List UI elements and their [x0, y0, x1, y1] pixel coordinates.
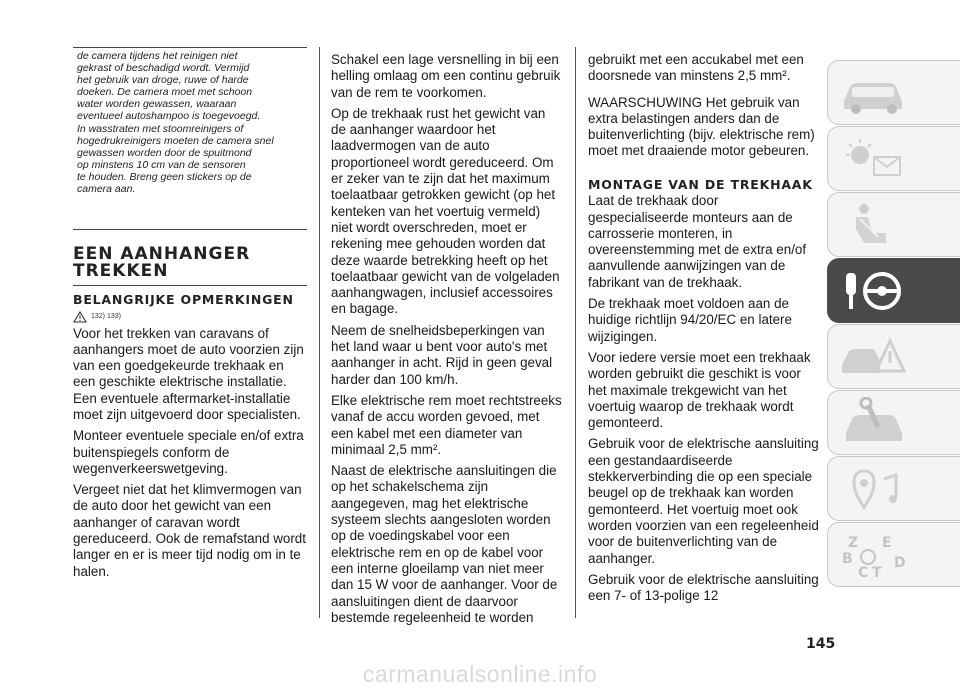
paragraph: Neem de snelheidsbeperkingen van het land waar u bent voor auto's met aanhanger in acht. Rijd in geen geval harder dan 100 km/h. — [331, 322, 553, 387]
column-divider — [319, 47, 320, 618]
note-box — [73, 47, 307, 230]
warning-paragraph: WAARSCHUWING Het gebruik van extra belastingen anders dan de buitenverlichting (bijv. elektrische rem) moet met draaiende motor gebeuren. — [588, 94, 815, 159]
dashboard-lights-icon — [838, 133, 910, 185]
index-letter: T — [872, 565, 882, 581]
paragraph: Gebruik voor de elektrische aansluiting een gestandaardiseerde stekkerverbinding die op een speciale beugel op de trekhaak kan worden gemonteerd. Het voertuig moet ook worden voorzien van een regeleenheid voor de buitenverlichting van de aanhanger. — [588, 436, 819, 566]
wrench-car-icon — [838, 397, 910, 449]
note-text — [77, 50, 307, 195]
paragraph: gebruikt met een accukabel met een doorsnede van minstens 2,5 mm². — [588, 52, 804, 84]
watermark: carmanualsonline.info — [362, 661, 598, 687]
paragraph: De trekhaak moet voldoen aan de huidige richtlijn 94/20/EC en latere wijzigingen. — [588, 296, 792, 344]
paragraph: Gebruik voor de elektrische aansluiting een 7- of 13-polige 12 — [588, 571, 819, 604]
tab-key-steering-wheel[interactable] — [827, 258, 960, 323]
paragraph: Voor het trekken van caravans of aanhangers moet de auto voorzien zijn van een goedgekeurde trekhaak en een geschikte elektrische installatie. Een eventuele aftermarket-installatie moet zijn uitgevoerd door specialisten. — [73, 325, 304, 422]
note-line: camera aan. — [77, 183, 136, 196]
tab-wrench-car[interactable] — [827, 390, 960, 455]
note-line: op minstens 10 cm van de sensoren — [77, 158, 246, 171]
paragraph: Voor iedere versie moet een trekhaak worden gebruikt die geschikt is voor het maximale trekgewicht van het voertuig waarop de trekhaak wordt gemonteerd. — [588, 349, 811, 431]
key-steering-wheel-icon — [838, 265, 910, 317]
column-2 — [331, 52, 563, 631]
note-line: doeken. De camera moet met schoon — [77, 86, 253, 99]
index-letter: D — [894, 555, 906, 571]
tab-seat-airbag[interactable] — [827, 192, 960, 257]
tab-dashboard-lights[interactable] — [827, 126, 960, 191]
tab-warning-triangle-car[interactable] — [827, 324, 960, 389]
seat-airbag-icon — [838, 199, 910, 251]
warning-refs-row — [73, 311, 307, 323]
note-line: gewassen worden door de spuitmond — [77, 146, 252, 159]
warning-refs: 132) 133) — [91, 313, 121, 320]
index-letter: B — [842, 551, 853, 567]
note-line: eventueel autoshampoo is toegevoegd. — [77, 110, 261, 123]
index-letter: C — [858, 565, 869, 581]
warning-icon — [73, 311, 87, 323]
tab-index[interactable] — [827, 522, 960, 587]
note-line: In wasstraten met stoomreinigers of — [77, 122, 244, 135]
tab-car[interactable] — [827, 60, 960, 125]
section-rule — [73, 285, 307, 286]
section-title: EEN AANHANGER TREKKEN — [73, 244, 251, 281]
index-letter: E — [882, 535, 892, 551]
subsection-title: BELANGRIJKE OPMERKINGEN — [73, 292, 294, 307]
note-line: hogedrukreinigers moeten de camera snel — [77, 134, 274, 147]
column-3 — [588, 52, 820, 609]
paragraph: Vergeet niet dat het klimvermogen van de auto door het gewicht van een aanhanger of caravan wordt gereduceerd. Ook de remafstand wordt langer en er is meer tijd nodig om in te halen. — [73, 482, 306, 579]
tab-multimedia[interactable] — [827, 456, 960, 521]
note-line: gekrast of beschadigd wordt. Vermijd — [77, 62, 250, 75]
note-line: te houden. Breng geen stickers op de — [77, 170, 252, 183]
column-divider — [575, 47, 576, 618]
note-line: water worden gewassen, waaraan — [77, 98, 237, 111]
car-icon — [838, 67, 910, 119]
index-letters-icon — [838, 529, 910, 581]
paragraph: Monteer eventuele speciale en/of extra buitenspiegels conform de wegenverkeerswetgeving. — [73, 428, 304, 476]
paragraph: Schakel een lage versnelling in bij een helling omlaag om een continu gebruik van de rem te voorkomen. — [331, 52, 561, 100]
index-letter: Z — [848, 535, 859, 551]
note-line: de camera tijdens het reinigen niet — [77, 50, 238, 62]
warning-triangle-car-icon — [838, 331, 910, 383]
subsection-title: MONTAGE VAN DE TREKHAAK — [588, 176, 813, 192]
page-number: 145 — [806, 636, 836, 652]
note-line: het gebruik van droge, ruwe of harde — [77, 74, 249, 87]
column-1 — [73, 293, 307, 585]
multimedia-icon — [838, 463, 910, 515]
paragraph: Naast de elektrische aansluitingen die op het schakelschema zijn aangegeven, mag het elektrische systeem slechts aangesloten worden op de voedingskabel voor een elektrische rem en op de kabel voor een interne gloeilamp van niet meer dan 15 W voor de aanhanger. Voor de aansluitingen dient de daarvoor bestemde regeleenheid te worden — [331, 463, 558, 625]
paragraph: Elke elektrische rem moet rechtstreeks vanaf de accu worden gevoed, met een kabel met een diameter van minimaal 2,5 mm². — [331, 392, 562, 457]
paragraph: Laat de trekhaak door gespecialiseerde monteurs aan de carrosserie monteren, in overeenstemming met de extra en/of aanvullende aanwijzingen van de fabrikant van de trekhaak. — [588, 193, 807, 290]
paragraph: Op de trekhaak rust het gewicht van de aanhanger waardoor het laadvermogen van de auto proportioneel wordt gereduceerd. Om er zeker van te zijn dat het maximum toelaatbaar getrokken gewicht (op het kenteken van het voertuig vermeld) niet wordt overschreden, moet er rekening mee gehouden worden dat deze waarde betrekking heeft op het toelaatbaar gewicht van de volgeladen aanhangwagen, inclusief accessoires en bagage. — [331, 105, 560, 317]
